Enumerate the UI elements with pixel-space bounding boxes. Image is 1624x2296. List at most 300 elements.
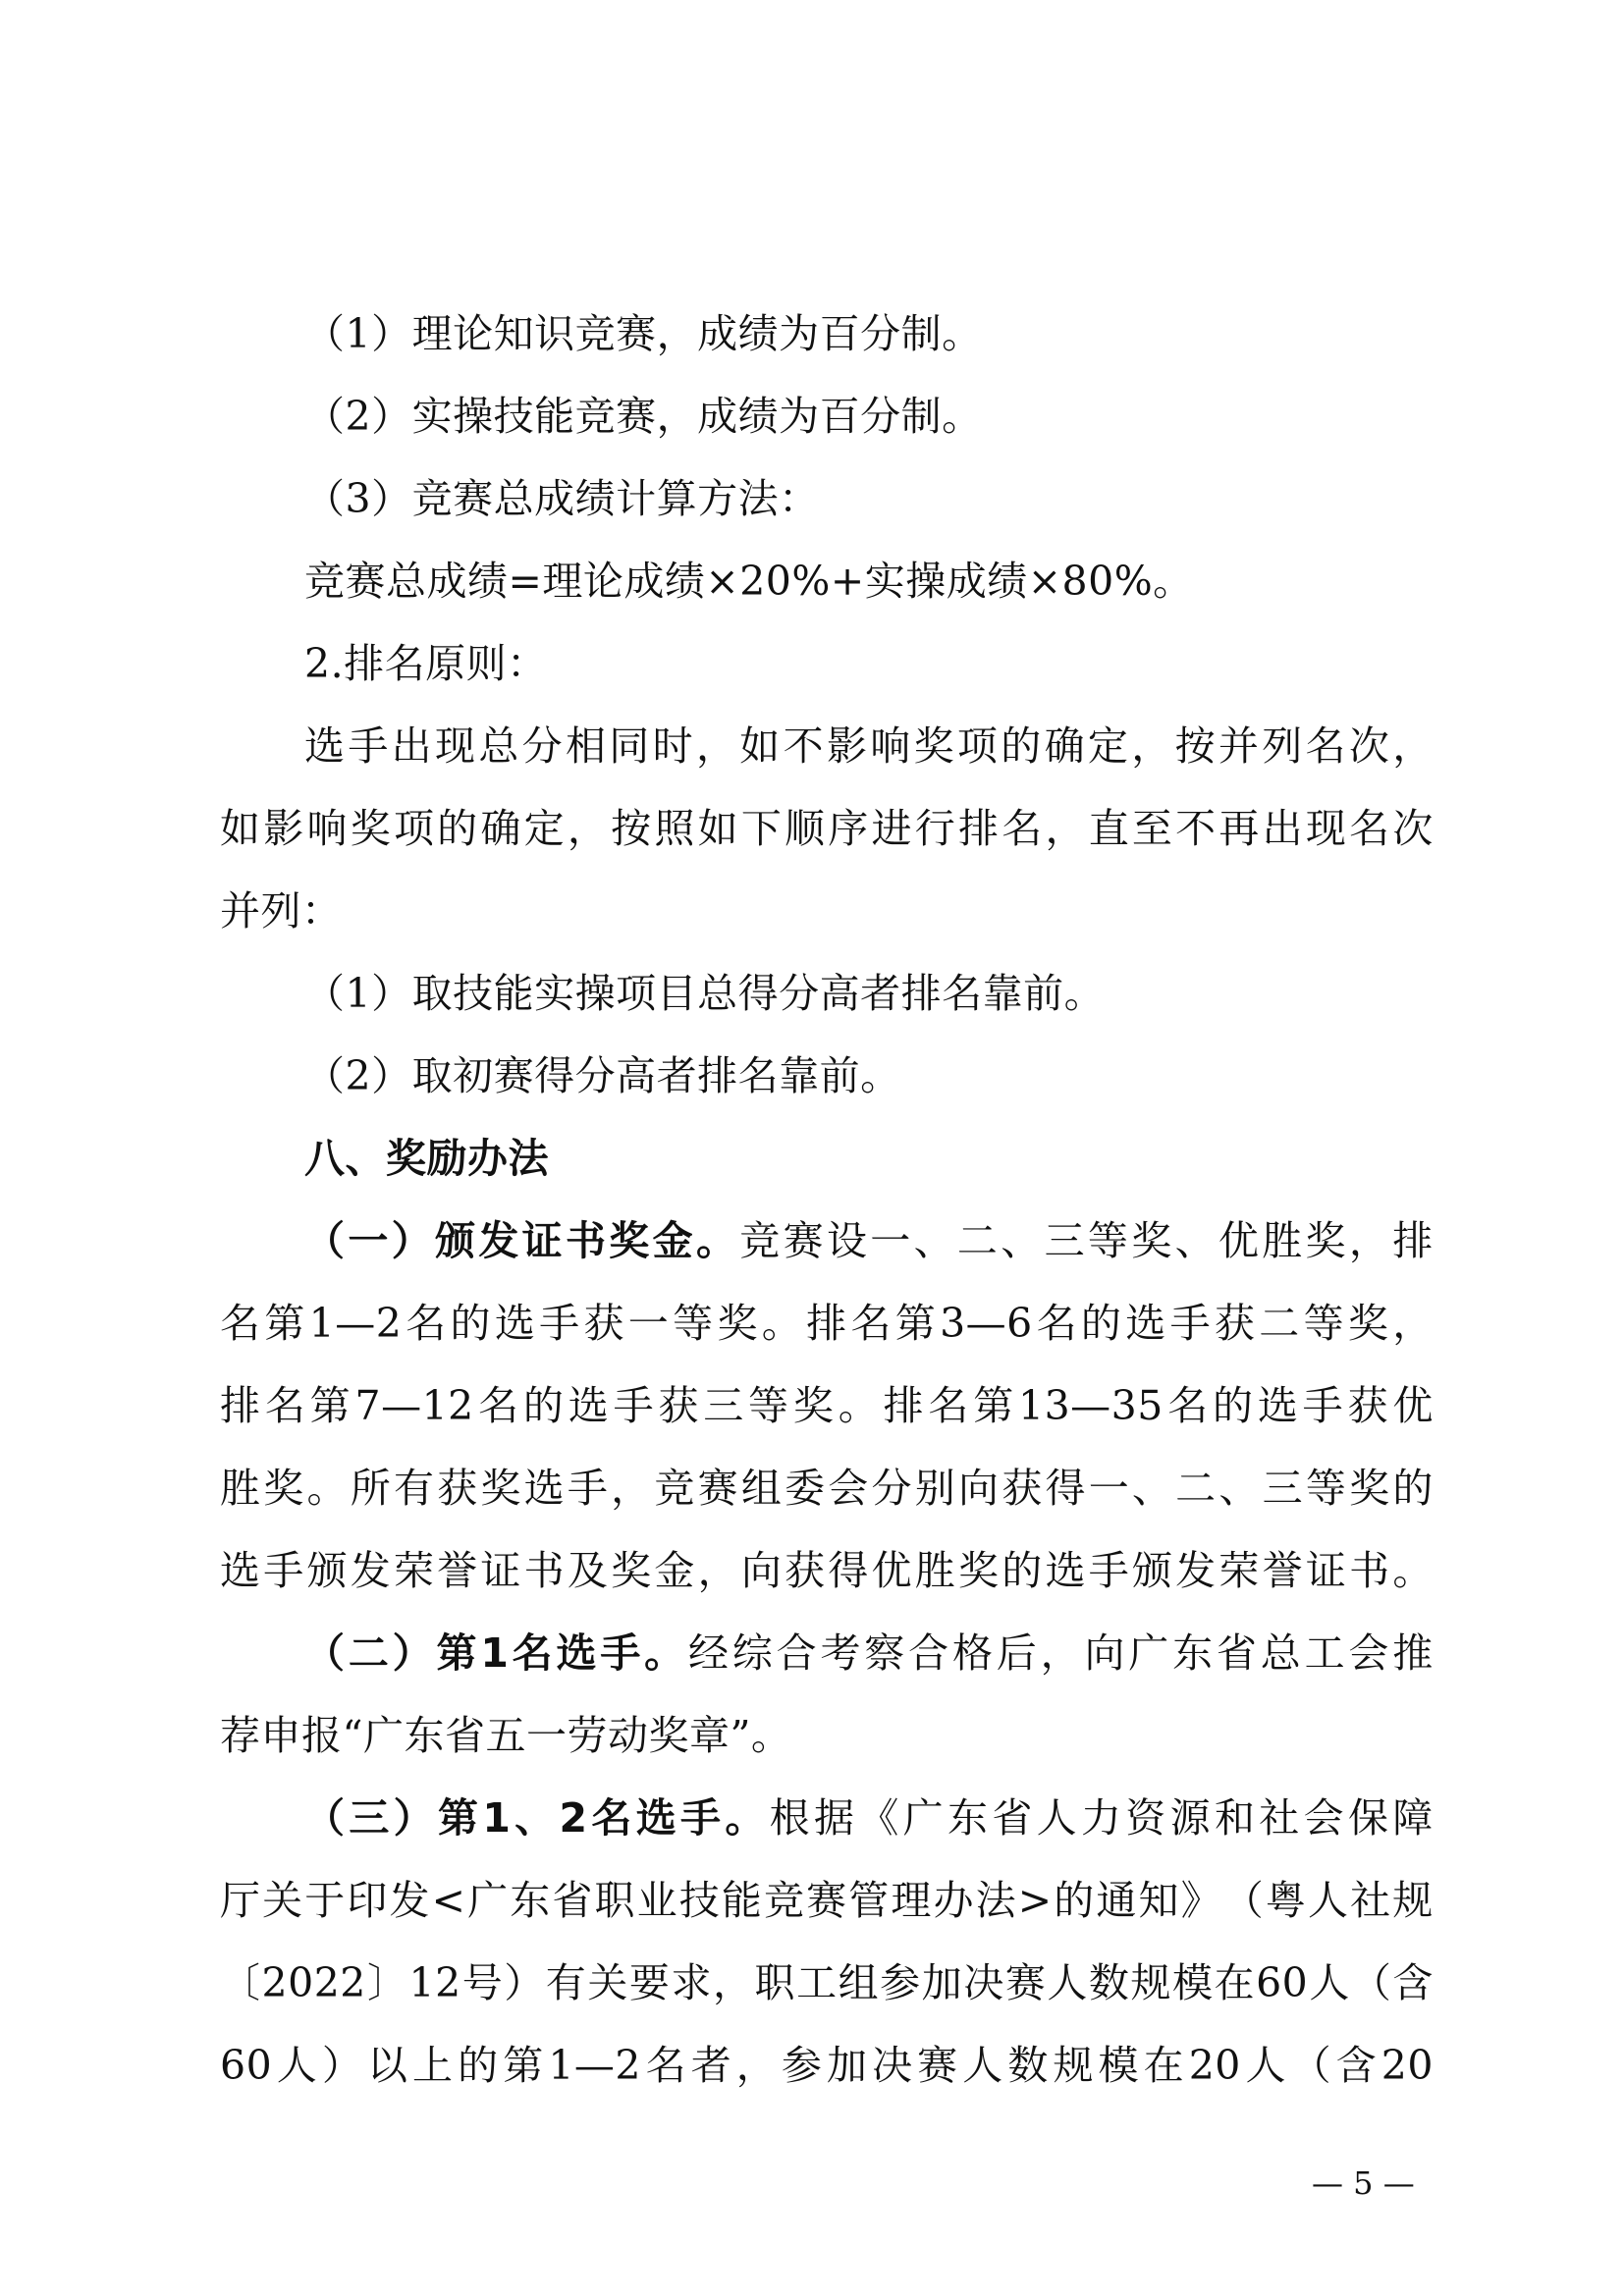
text-char: 三 [1262, 1465, 1304, 1512]
text-char: 名 [1349, 805, 1390, 852]
text-char: 手 [539, 1300, 580, 1347]
text-line [220, 952, 1434, 1035]
text-char: 的 [458, 2042, 499, 2089]
text-line [220, 1035, 1434, 1117]
text-char: 名 [220, 1300, 261, 1347]
text-char: 书 [523, 1547, 566, 1594]
justified-text [220, 1942, 1434, 2024]
document-body [220, 293, 1434, 2107]
text-char: 确 [1044, 722, 1086, 770]
text-char: 不 [783, 722, 825, 770]
text-char: 获 [1001, 1465, 1043, 1512]
text-char: 选 [220, 1547, 261, 1594]
text-char: 2 [559, 1794, 588, 1842]
text-char: 名 [850, 1300, 892, 1347]
text-char: 一 [870, 1217, 911, 1264]
text-char: 法 [975, 1877, 1017, 1924]
line-text: （2）取初赛得分高者排名靠前。 [304, 1052, 901, 1099]
text-char: 优 [1218, 1217, 1260, 1264]
text-char: 奖 [957, 1547, 1000, 1594]
text-line [220, 1942, 1434, 2024]
text-char: 职 [754, 1959, 796, 2006]
text-char: 。 [695, 1217, 737, 1264]
text-char: 确 [480, 805, 521, 852]
text-char: 直 [1088, 805, 1130, 852]
text-char: 名 [928, 1382, 969, 1429]
text-char: 行 [914, 805, 956, 852]
text-char: 手 [613, 1382, 655, 1429]
text-char: ， [1392, 722, 1434, 770]
text-char: 参 [781, 2042, 823, 2089]
text-char: 第 [503, 2042, 544, 2089]
text-char: 资 [1125, 1794, 1166, 1842]
text-char: 综 [731, 1629, 774, 1677]
text-char: 人 [1047, 1959, 1088, 2006]
text-char: 要 [628, 1959, 671, 2006]
text-char: 等 [673, 1300, 714, 1347]
text-char: 颁 [1131, 1547, 1173, 1594]
text-char: 证 [1305, 1547, 1347, 1594]
text-char: 现 [434, 722, 476, 770]
text-char: 奖 [263, 1465, 304, 1512]
text-char: 、 [514, 1794, 556, 1842]
text-char: 会 [1303, 1794, 1345, 1842]
text-char: 总 [1260, 1629, 1302, 1677]
text-char: 以 [366, 2042, 408, 2089]
text-char: 考 [820, 1629, 861, 1677]
line-text: 竞赛总成绩=理论成绩×20%+实操成绩×80%。 [304, 558, 1194, 605]
text-char: 数 [1007, 2042, 1049, 2089]
text-char: 次 [1348, 722, 1390, 770]
text-line [220, 1777, 1434, 1859]
line-text: 并列： [220, 887, 343, 934]
text-char: 技 [678, 1877, 721, 1924]
text-char: 。 [761, 1300, 803, 1347]
text-char: 名 [1305, 722, 1347, 770]
text-char: 选 [523, 1465, 566, 1512]
text-char: 手 [680, 1794, 722, 1842]
text-char: 名 [591, 1794, 632, 1842]
text-char: 省 [552, 1877, 593, 1924]
text-char: 的 [1213, 1382, 1254, 1429]
text-char: （ [304, 1794, 346, 1842]
text-char: 、 [1131, 1465, 1173, 1512]
text-char: 誉 [1262, 1547, 1304, 1594]
text-char: ） [391, 1217, 433, 1264]
text-char: 向 [957, 1465, 1000, 1512]
text-char: 分 [521, 722, 564, 770]
text-char: 竞 [763, 1877, 805, 1924]
text-char: 手 [348, 722, 389, 770]
text-line [220, 1282, 1434, 1364]
text-char: 有 [545, 1959, 587, 2006]
text-char: 社 [1259, 1794, 1300, 1842]
text-char: 如 [739, 722, 781, 770]
text-char: 赛 [1004, 1959, 1047, 2006]
text-char: 照 [654, 805, 695, 852]
text-char: （ [1350, 1959, 1392, 2006]
text-char: 20 [1380, 2042, 1434, 2089]
text-char: 号 [461, 1959, 504, 2006]
text-char: 的 [1080, 1300, 1122, 1347]
text-char: 证 [521, 1217, 564, 1264]
text-char: 决 [872, 2042, 913, 2089]
text-char: ， [1348, 1217, 1390, 1264]
text-char: 奖 [350, 805, 392, 852]
text-char: 人 [1036, 1794, 1078, 1842]
text-char: 规 [1053, 2042, 1094, 2089]
text-char: 。 [725, 1794, 766, 1842]
text-char: 别 [914, 1465, 956, 1512]
text-char: 至 [1131, 805, 1173, 852]
text-char: 数 [1088, 1959, 1130, 2006]
text-char: 所 [350, 1465, 392, 1512]
text-char: 按 [611, 805, 652, 852]
text-char: 誉 [437, 1547, 478, 1594]
text-line [220, 1447, 1434, 1529]
justified-text [304, 1612, 1434, 1694]
text-char: 保 [1347, 1794, 1389, 1842]
text-char: 列 [1262, 722, 1303, 770]
text-char: 源 [1169, 1794, 1212, 1842]
text-char: 选 [1257, 1382, 1299, 1429]
text-char: 和 [1214, 1794, 1256, 1842]
text-char: 第 [973, 1382, 1014, 1429]
text-char: （ [1222, 1877, 1265, 1924]
justified-text [220, 787, 1434, 870]
text-char: 获 [1347, 1382, 1388, 1429]
text-char: 能 [721, 1877, 763, 1924]
text-char: 名 [645, 2042, 687, 2089]
text-line [220, 870, 1434, 952]
text-char: ） [321, 2042, 363, 2089]
text-char: 排 [220, 1382, 261, 1429]
text-char: 奖 [1347, 1300, 1389, 1347]
text-char: ， [1045, 805, 1086, 852]
text-char: 书 [1349, 1547, 1390, 1594]
text-char: 赛 [697, 1465, 739, 1512]
text-char: 〔 [220, 1959, 261, 2006]
text-char: 〕 [366, 1959, 408, 2006]
text-char: ， [567, 805, 609, 852]
line-text: （1）取技能实操项目总得分高者排名靠前。 [304, 970, 1106, 1017]
text-char: 省 [992, 1794, 1033, 1842]
text-char: 奖 [1349, 1465, 1390, 1512]
text-char: ， [712, 1959, 754, 2006]
text-char: 等 [1303, 1300, 1345, 1347]
text-char: 二 [348, 1629, 390, 1677]
text-char: 排 [1392, 1217, 1434, 1264]
text-char: 金 [654, 1547, 695, 1594]
text-char: 名 [264, 1382, 306, 1429]
text-char: 。 [306, 1465, 348, 1512]
text-char: 获 [1214, 1300, 1256, 1347]
text-char: 》 [1180, 1877, 1222, 1924]
text-char: 等 [748, 1382, 789, 1429]
text-char: 二 [956, 1217, 999, 1264]
text-char: 优 [871, 1547, 913, 1594]
text-char: 推 [1392, 1629, 1434, 1677]
text-char: 广 [902, 1794, 945, 1842]
text-char: 东 [1172, 1629, 1214, 1677]
text-char: 组 [740, 1465, 783, 1512]
text-char: ， [697, 1547, 739, 1594]
text-char: 名 [1001, 805, 1043, 852]
text-char: 第 [894, 1300, 937, 1347]
text-char: 同 [609, 722, 650, 770]
text-char: 三 [349, 1794, 390, 1842]
text-char: 选 [494, 1300, 536, 1347]
text-char: 有 [393, 1465, 435, 1512]
text-char: 3—6 [940, 1300, 1033, 1347]
text-char: 60 [1256, 1959, 1309, 2006]
text-char: 竞 [739, 1217, 781, 1264]
text-char: ） [504, 1959, 545, 2006]
text-char: ， [1392, 1300, 1434, 1347]
text-char: 名 [512, 1629, 554, 1677]
text-char: 据 [814, 1794, 855, 1842]
text-char: 赛 [783, 1217, 825, 1264]
text-char: 第 [264, 1300, 305, 1347]
text-char: 2022 [261, 1959, 366, 2006]
text-char: 会 [828, 1465, 869, 1512]
text-char: 奖 [480, 1465, 521, 1512]
text-line [220, 1529, 1434, 1612]
text-char: 选 [635, 1794, 677, 1842]
text-char: 发 [389, 1877, 430, 1924]
text-char: 合 [776, 1629, 818, 1677]
text-char: 手 [1302, 1382, 1344, 1429]
text-char: 相 [565, 722, 607, 770]
text-char: 职 [594, 1877, 635, 1924]
text-char: 等 [1305, 1465, 1347, 1512]
text-char: （ [304, 1217, 346, 1264]
text-char: 如 [697, 805, 739, 852]
text-char: 时 [652, 722, 694, 770]
text-char: 力 [1080, 1794, 1122, 1842]
text-char: 在 [1214, 1959, 1256, 2006]
text-char: 序 [828, 805, 869, 852]
text-char: 加 [921, 1959, 963, 2006]
text-char: 定 [523, 805, 566, 852]
text-char: 13—35 [1018, 1382, 1164, 1429]
text-char: 赛 [806, 1877, 847, 1924]
line-text: 八、奖励办法 [304, 1135, 549, 1182]
text-char: 证 [480, 1547, 521, 1594]
text-char: 者 [690, 2042, 732, 2089]
justified-text [304, 705, 1434, 787]
text-char: 含 [1335, 2042, 1378, 2089]
text-char: 根 [769, 1794, 811, 1842]
text-char: 三 [703, 1382, 744, 1429]
text-char: （ [304, 1629, 346, 1677]
text-char: 加 [826, 2042, 868, 2089]
text-char: 12 [408, 1959, 461, 2006]
text-char: 项 [393, 805, 435, 852]
line-text: （3）竞赛总成绩计算方法： [304, 475, 820, 522]
text-char: 一 [1088, 1465, 1130, 1512]
text-char: 赛 [917, 2042, 958, 2089]
text-char: 荣 [393, 1547, 435, 1594]
text-char: 出 [391, 722, 433, 770]
text-char: 向 [740, 1547, 783, 1594]
line-text: （2）实操技能竞赛，成绩为百分制。 [304, 393, 983, 440]
text-char: 东 [947, 1794, 989, 1842]
text-char: 颁 [306, 1547, 348, 1594]
text-char: 业 [636, 1877, 678, 1924]
text-char: 第 [309, 1382, 352, 1429]
text-char: 定 [1087, 722, 1129, 770]
text-char: 名 [1167, 1382, 1209, 1429]
text-char: 人 [276, 2042, 318, 2089]
text-char: 省 [1216, 1629, 1258, 1677]
text-char: 广 [467, 1877, 509, 1924]
text-char: 三 [1044, 1217, 1086, 1264]
text-char: 60 [220, 2042, 273, 2089]
text-char: 1—2 [308, 1300, 403, 1347]
text-char: 格 [951, 1629, 994, 1677]
text-char: 手 [1169, 1300, 1212, 1347]
text-char: 按 [1174, 722, 1217, 770]
text-line [220, 787, 1434, 870]
text-char: 一 [627, 1300, 670, 1347]
text-char: 7—12 [354, 1382, 474, 1429]
text-char: 20 [1188, 2042, 1241, 2089]
text-char: 、 [1218, 1465, 1260, 1512]
text-char: 出 [1262, 805, 1304, 852]
text-char: 发 [350, 1547, 392, 1594]
text-char: 工 [796, 1959, 838, 2006]
text-char: 广 [1128, 1629, 1169, 1677]
text-char: 察 [864, 1629, 905, 1677]
text-char: 响 [306, 805, 348, 852]
text-char: 选 [568, 1382, 610, 1429]
text-char: 项 [956, 722, 999, 770]
text-char: 组 [838, 1959, 880, 2006]
text-line [220, 457, 1434, 540]
text-char: 工 [1304, 1629, 1346, 1677]
text-char: 、 [1001, 1217, 1042, 1264]
text-line [220, 1694, 1434, 1777]
line-text: 2.排名原则： [304, 640, 548, 687]
text-char: 一 [348, 1217, 389, 1264]
text-char: 排 [806, 1300, 847, 1347]
text-char: ， [695, 722, 737, 770]
text-char: 选 [1045, 1547, 1086, 1594]
text-char: 并 [1218, 722, 1260, 770]
text-char: 第 [436, 1629, 477, 1677]
text-char: 第 [437, 1794, 479, 1842]
text-char: 总 [478, 722, 519, 770]
text-char: 社 [1350, 1877, 1391, 1924]
text-char: 模 [1098, 2042, 1140, 2089]
text-line [220, 1612, 1434, 1694]
text-char: ， [735, 2042, 778, 2089]
text-char: 向 [1084, 1629, 1125, 1677]
text-char: 获 [658, 1382, 699, 1429]
text-char: 胜 [220, 1465, 261, 1512]
text-char: > [1017, 1877, 1053, 1924]
text-char: ， [611, 1465, 652, 1512]
text-char: 的 [1001, 722, 1042, 770]
text-char: 分 [871, 1465, 913, 1512]
text-char: 参 [880, 1959, 921, 2006]
text-char: 发 [1175, 1547, 1217, 1594]
text-char: 排 [957, 805, 1000, 852]
text-char: 《 [858, 1794, 899, 1842]
text-char: 人 [962, 2042, 1003, 2089]
text-char: 、 [1174, 1217, 1217, 1264]
text-char: 1 [482, 1794, 512, 1842]
text-char: 设 [826, 1217, 868, 1264]
text-char: < [431, 1877, 466, 1924]
text-char: 胜 [1262, 1217, 1303, 1264]
text-char: 关 [587, 1959, 628, 2006]
text-char: 竞 [654, 1465, 695, 1512]
text-line [220, 705, 1434, 787]
text-char: 响 [870, 722, 911, 770]
text-char: 印 [347, 1877, 388, 1924]
text-char: 手 [567, 1465, 609, 1512]
text-char: 的 [1054, 1877, 1095, 1924]
text-char: 优 [1392, 1382, 1434, 1429]
text-line [220, 1859, 1434, 1942]
text-char: 排 [883, 1382, 925, 1429]
text-char: 影 [826, 722, 868, 770]
text-char: （ [1290, 2042, 1332, 2089]
text-char: 后 [996, 1629, 1038, 1677]
text-char: 。 [838, 1382, 880, 1429]
justified-text [304, 1777, 1434, 1859]
text-line [220, 540, 1434, 622]
text-char: 获 [785, 1547, 826, 1594]
text-char: 人 [1245, 2042, 1286, 2089]
text-char: 知 [1138, 1877, 1179, 1924]
text-char: 规 [1130, 1959, 1171, 2006]
text-char: 二 [1175, 1465, 1217, 1512]
text-char: 障 [1392, 1794, 1434, 1842]
text-char: 关 [262, 1877, 303, 1924]
text-char: 得 [1045, 1465, 1086, 1512]
text-char: 手 [263, 1547, 304, 1594]
text-char: 发 [478, 1217, 519, 1264]
text-char: 模 [1172, 1959, 1214, 2006]
text-char: 。 [644, 1629, 685, 1677]
text-line [220, 375, 1434, 457]
text-char: 1 [480, 1629, 510, 1677]
text-char: 决 [963, 1959, 1004, 2006]
justified-text [220, 1529, 1434, 1612]
text-char: 人 [1309, 1959, 1350, 2006]
text-char: 不 [1175, 805, 1217, 852]
text-char: 名 [478, 1382, 519, 1429]
text-line [220, 1117, 1434, 1200]
text-line [220, 293, 1434, 375]
text-char: 人 [1307, 1877, 1349, 1924]
text-char: 奖 [611, 1547, 652, 1594]
text-char: 于 [304, 1877, 346, 1924]
text-char: 通 [1096, 1877, 1137, 1924]
text-char: 会 [1348, 1629, 1389, 1677]
text-line [220, 2024, 1434, 2107]
text-char: 奖 [792, 1382, 835, 1429]
text-char: 规 [1392, 1877, 1434, 1924]
text-char: 厅 [220, 1877, 261, 1924]
text-char: 1—2 [548, 2042, 641, 2089]
text-char: 、 [913, 1217, 955, 1264]
text-char: 的 [450, 1300, 491, 1347]
text-char: 如 [220, 805, 261, 852]
